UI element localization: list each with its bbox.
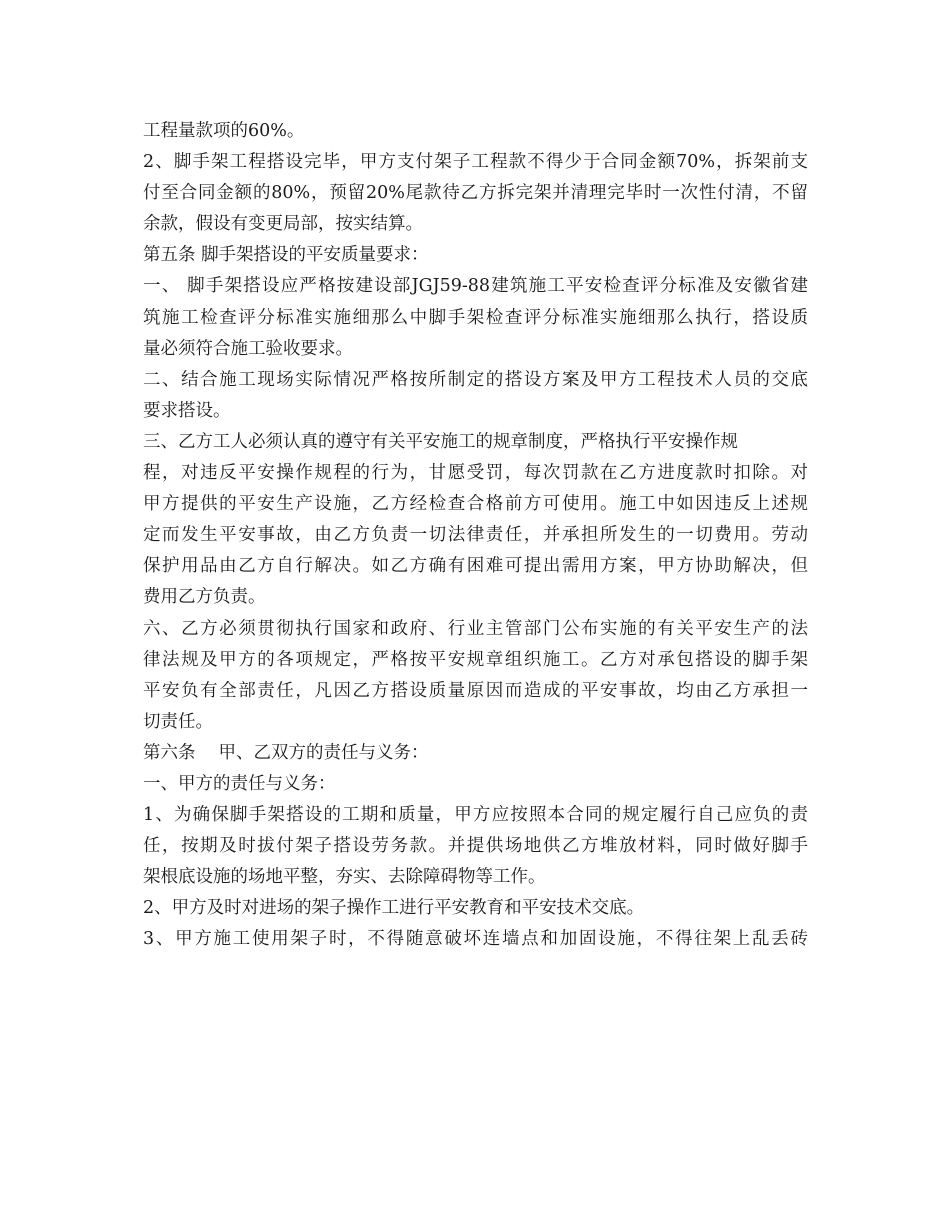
text-line: 2、脚手架工程搭设完毕，甲方支付架子工程款不得少于合同金额70%，拆架前支	[143, 152, 808, 173]
text-line: 甲方提供的平安生产设施，乙方经检查合格前方可使用。施工中如因违反上述规	[143, 494, 808, 515]
text-line: 工程量款项的60%。	[143, 121, 305, 141]
text-line: 付至合同金额的80%，预留20%尾款待乙方拆完架并清理完毕时一次性付清，不留	[143, 183, 808, 204]
text-line: 第六条 甲、乙双方的责任与义务：	[143, 742, 429, 763]
text-line: 程，对违反平安操作规程的行为，甘愿受罚，每次罚款在乙方进度款时扣除。对	[143, 463, 808, 484]
text-line: 一、 脚手架搭设应严格按建设部JGJ59-88建筑施工平安检查评分标准及安徽省建	[143, 276, 808, 297]
text-line: 六、乙方必须贯彻执行国家和政府、行业主管部门公布实施的有关平安生产的法	[143, 618, 808, 639]
text-line: 架根底设施的场地平整，夯实、去除障碍物等工作。	[143, 867, 546, 888]
text-line: 律法规及甲方的各项规定，严格按平安规章组织施工。乙方对承包搭设的脚手架	[143, 649, 808, 670]
text-line: 定而发生平安事故，由乙方负责一切法律责任，并承担所发生的一切费用。劳动	[143, 525, 808, 546]
text-line: 切责任。	[143, 711, 213, 732]
text-line: 量必须符合施工验收要求。	[143, 338, 353, 359]
text-line: 要求搭设。	[143, 400, 231, 421]
text-line: 平安负有全部责任，凡因乙方搭设质量原因而造成的平安事故，均由乙方承担一	[143, 680, 808, 701]
text-line: 任，按期及时拔付架子搭设劳务款。并提供场地供乙方堆放材料，同时做好脚手	[143, 836, 808, 857]
text-line: 费用乙方负责。	[143, 587, 266, 608]
text-line: 2、甲方及时对进场的架子操作工进行平安教育和平安技术交底。	[143, 898, 645, 919]
text-line: 3、甲方施工使用架子时，不得随意破坏连墙点和加固设施，不得往架上乱丢砖	[143, 929, 808, 950]
text-line: 筑施工检查评分标准实施细那么中脚手架检查评分标准实施细那么执行，搭设质	[143, 307, 808, 328]
text-line: 一、甲方的责任与义务：	[143, 773, 336, 794]
contract-text-body	[143, 116, 808, 956]
text-line: 二、结合施工现场实际情况严格按所制定的搭设方案及甲方工程技术人员的交底	[143, 369, 808, 390]
text-line: 余款，假设有变更局部，按实结算。	[143, 214, 423, 235]
text-line: 1、为确保脚手架搭设的工期和质量，甲方应按照本合同的规定履行自己应负的责	[143, 805, 808, 826]
text-line: 保护用品由乙方自行解决。如乙方确有困难可提出需用方案，甲方协助解决，但	[143, 556, 808, 577]
text-line: 第五条 脚手架搭设的平安质量要求：	[143, 245, 429, 266]
text-line: 三、乙方工人必须认真的遵守有关平安施工的规章制度，严格执行平安操作规	[143, 431, 738, 452]
